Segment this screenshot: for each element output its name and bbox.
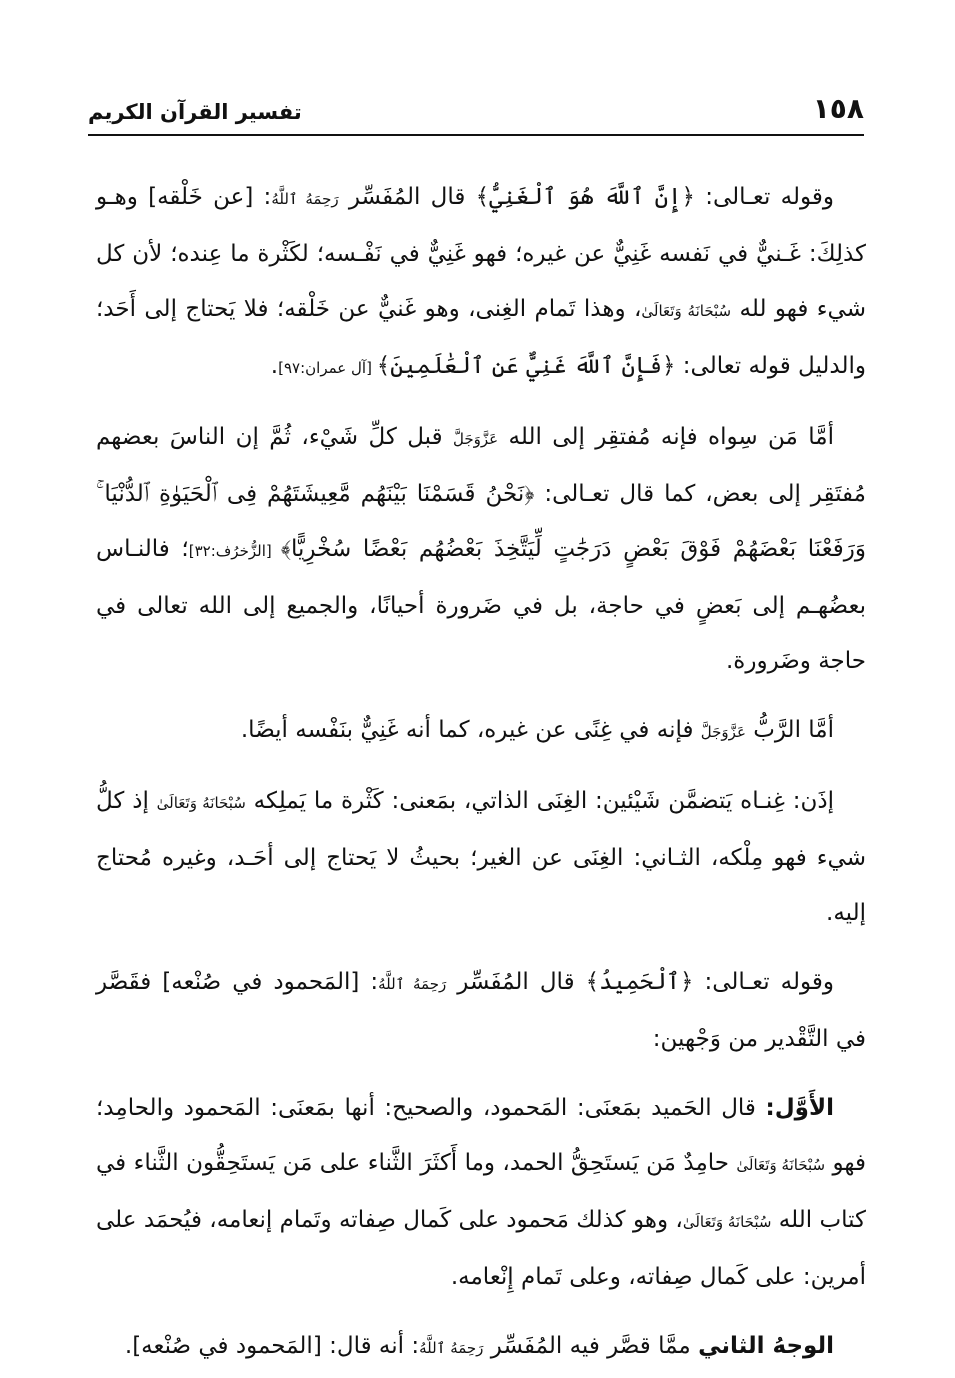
quran-verse: ﴿فَإِنَّ ٱللَّهَ غَنِيٌّ عَنِ ٱلْعَٰلَمِينَ﴾ — [376, 353, 676, 379]
honorific: عَزَّوَجَلَّ — [700, 723, 746, 741]
text: قبل كلِّ شَيْء، ثُمَّ إن الناسَ بعضهم مُفتَقِر إلى بعض، كما قال تعـالى: — [96, 424, 866, 507]
text: حامِدٌ مَن يَستَحِقُّ الحمد، وما أَكثَرَ الثَّناء على مَن يَستَحِقُّون الثَّناء في كتاب الله — [96, 1150, 866, 1233]
paragraph-6 — [96, 1081, 866, 1305]
quran-verse: ﴿إِنَّ ٱللَّهَ هُوَ ٱلْغَنِيُّ﴾ — [475, 184, 696, 210]
text: إذَن: غِنـاه يَتضمَّن شَيْئين: الغِنَى الذاتي، بمَعنى: كَثْرة ما يَملِكه — [245, 788, 835, 814]
text: فإنه في غِنًى عن غيره، كما أنه غَنِيٌّ بنَفْسه أيضًا. — [240, 717, 701, 743]
honorific: رَحِمَهُ ٱللَّهُ — [378, 975, 447, 993]
text: قال المُفَسِّر — [446, 969, 586, 995]
honorific: عَزَّوَجَلَّ — [453, 430, 499, 448]
text: ؛ فالنـاس بعضُهـم إلى بَعضٍ في حاجة، بل في ضَرورة أحيانًا، والجميع إلى الله تعالى في حاجة وضَرورة. — [96, 536, 866, 674]
honorific: رَحِمَهُ ٱللَّهُ — [419, 1339, 484, 1357]
text: : [عن خَلْقه] وهـو كذلِكَ: غَـنيٌّ في نَفسه غَنِيٌّ عن غيره؛ فهو غَنِيٌّ في نَفْـسه؛ لكَثْرة ما عِنده؛ لأن كل شيء فهو لله — [96, 184, 866, 322]
text: وقوله تعـالى: — [693, 969, 834, 995]
honorific: سُبْحَانَهُ وَتَعَالَىٰ — [156, 794, 246, 812]
paragraph-1 — [96, 170, 866, 396]
honorific: رَحِمَهُ ٱللَّهُ — [271, 190, 339, 208]
text: : أنه قال: [المَحمود في صُنْعه]. — [124, 1333, 420, 1359]
quran-verse: ﴿ٱلْحَمِيدُ﴾ — [585, 969, 694, 995]
paragraph-4 — [96, 774, 866, 941]
text: ممَّا قصَّر فيه المُفَسِّر — [483, 1333, 699, 1359]
paragraph-7 — [96, 1319, 866, 1376]
text: ، وهو كذلك مَحمود على كَمال صِفاته وتَمام إنعامه، فيُحمَد على أمرين: على كَمال صِفاته، وعلى تَمام إِنْعامه. — [96, 1207, 866, 1290]
text: . — [270, 353, 279, 379]
honorific: سُبْحَانَهُ وَتَعَالَىٰ — [682, 1213, 772, 1231]
page-body — [96, 170, 866, 1376]
text: قال الحَميد بمَعنَى: المَحمود، والصحيح: أنها بمَعنَى: المَحمود والحامِد؛ فهو — [96, 1095, 866, 1176]
text: وقوله تعـالى: — [695, 184, 834, 210]
page-number: ١٥٨ — [812, 92, 864, 125]
paragraph-5 — [96, 955, 866, 1067]
lead-term: الوجهُ الثاني — [698, 1333, 834, 1359]
honorific: سُبْحَانَهُ وَتَعَالَىٰ — [736, 1156, 826, 1174]
text: أمَّا الرَّبُّ — [745, 717, 834, 743]
verse-reference: [آل عمران:٩٧] — [278, 359, 377, 377]
paragraph-3 — [96, 703, 866, 760]
header-rule — [88, 134, 864, 136]
text: : [المَحمود في صُنْعه] فقَصَّر في التَّقْدير من وَجْهين: — [96, 969, 866, 1052]
honorific: سُبْحَانَهُ وَتَعَالَىٰ — [641, 302, 732, 320]
text: قال المُفَسِّر — [338, 184, 476, 210]
running-title: تفسير القرآن الكريم — [88, 100, 302, 124]
text: إذ كلُّ شيء فهو مِلْكه، الثـاني: الغِنَى عن الغير؛ بحيثُ لا يَحتاج إلى أحَـد، وغيره مُحتاج إليه. — [96, 788, 866, 926]
paragraph-2 — [96, 410, 866, 689]
text: أمَّا مَن سِواه فإنه مُفتقِر إلى الله — [498, 424, 835, 450]
quran-verse: ﴿نَحْنُ قَسَمْنَا بَيْنَهُم مَّعِيشَتَهُمْ فِى ٱلْحَيَوٰةِ ٱلدُّنْيَا ۚ وَرَفَعْنَا بَعْضَهُمْ فَوْقَ بَعْضٍ دَرَجَٰتٍ لِّيَتَّخِذَ بَعْضُهُم بَعْضًا سُخْرِيًّا﴾ — [96, 481, 866, 562]
text: ، وهذا تَمام الغِنى، وهو غَنيٌّ عن خَلْقه؛ فلا يَحتاج إلى أَحَد؛ والدليل قوله تعالى: — [96, 296, 866, 379]
verse-reference: [الزُّخرُف:٣٢] — [188, 542, 281, 560]
lead-term: الأَوَّل: — [765, 1095, 834, 1121]
page-header — [88, 86, 864, 136]
